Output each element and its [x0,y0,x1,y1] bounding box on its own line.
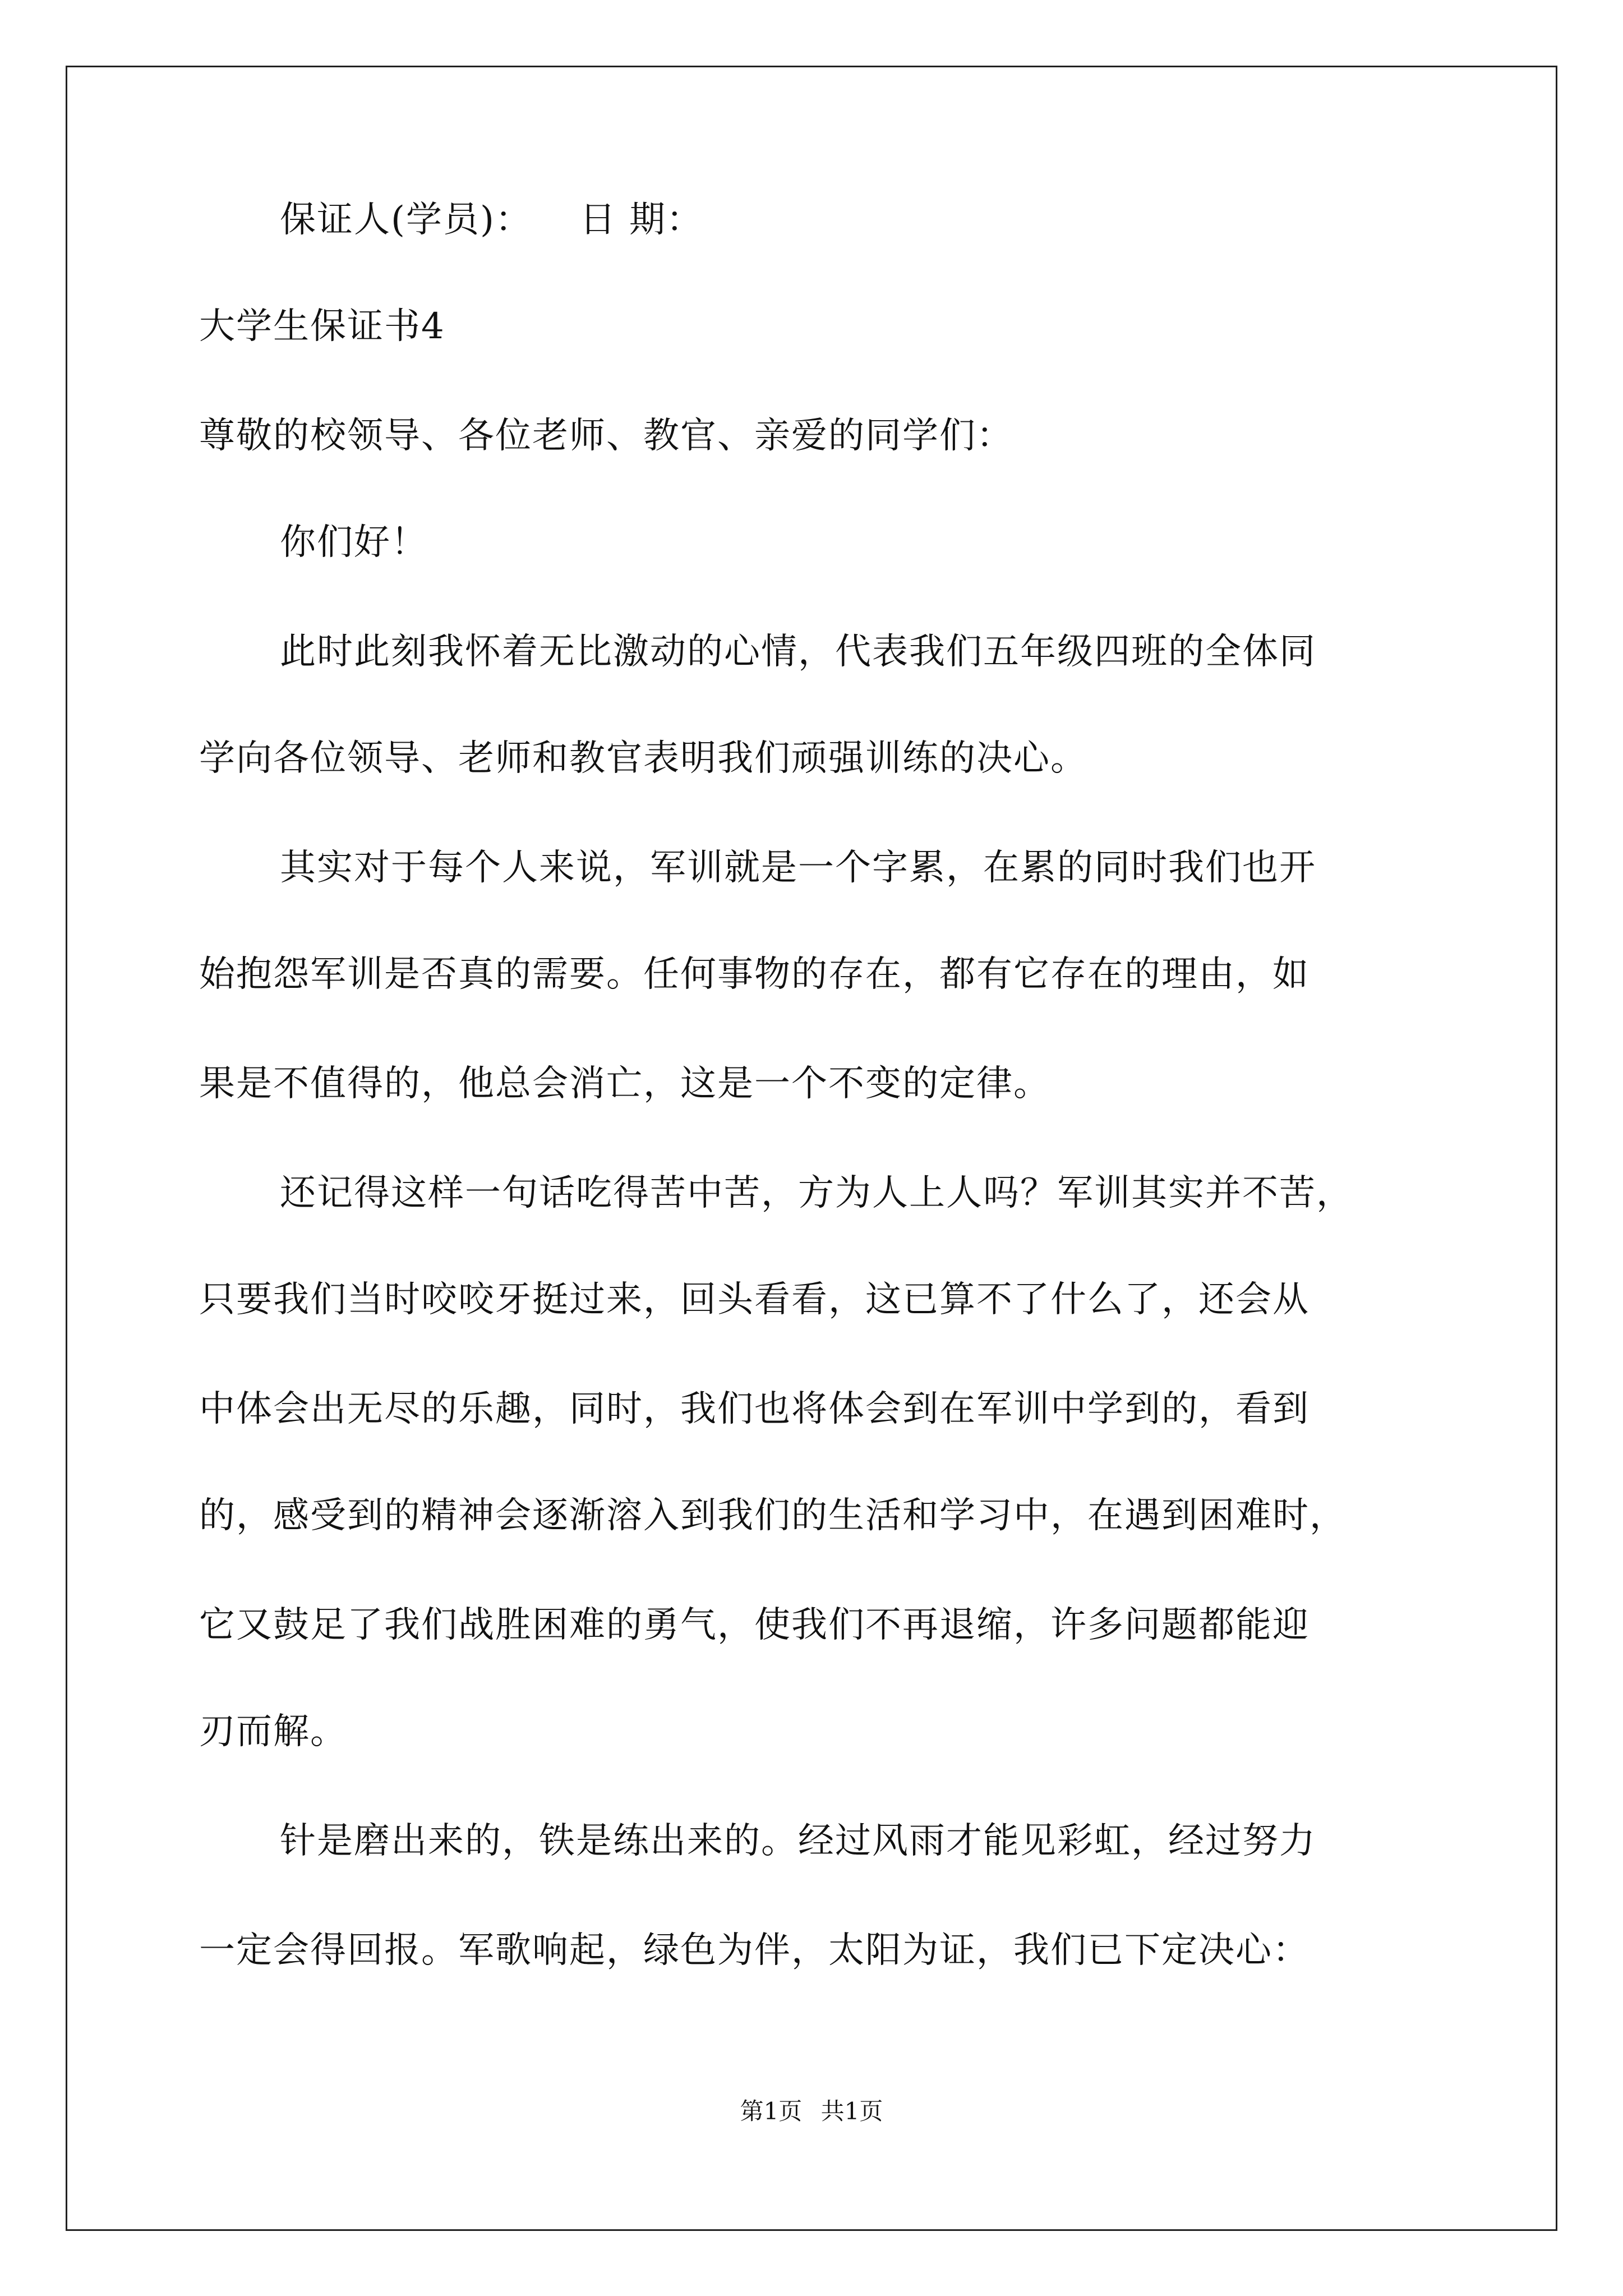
paragraph-line: 的，感受到的精神会逐渐溶入到我们的生活和学习中，在遇到困难时， [199,1495,1347,1536]
paragraph-line: 此时此刻我怀着无比激动的心情，代表我们五年级四班的全体同 [280,631,1316,673]
guarantor-label: 保证人(学员)： [280,199,532,241]
paragraph-line: 学向各位领导、老师和教官表明我们顽强训练的决心。 [199,738,1087,779]
paragraph-line: 其实对于每个人来说，军训就是一个字累，在累的同时我们也开 [280,847,1316,889]
page-number-current: 第1页 [740,2097,803,2125]
salutation: 尊敬的校领导、各位老师、教官、亲爱的同学们： [199,415,1013,457]
page-footer [0,2098,1623,2125]
paragraph-line: 针是磨出来的，铁是练出来的。经过风雨才能见彩虹，经过努力 [280,1820,1316,1862]
paragraph-line: 始抱怨军训是否真的需要。任何事物的存在，都有它存在的理由，如 [199,954,1310,995]
greeting: 你们好！ [280,522,428,563]
signature-line [199,199,703,241]
paragraph-line: 它又鼓足了我们战胜困难的勇气，使我们不再退缩，许多问题都能迎 [199,1604,1310,1646]
document-title: 大学生保证书4 [199,306,445,347]
page-number-total: 共1页 [820,2097,883,2125]
paragraph-line: 一定会得回报。军歌响起，绿色为伴，太阳为证，我们已下定决心： [199,1930,1310,1971]
paragraph-line: 果是不值得的，他总会消亡，这是一个不变的定律。 [199,1063,1050,1105]
paragraph-line: 中体会出无尽的乐趣，同时，我们也将体会到在军训中学到的，看到 [199,1388,1310,1430]
paragraph-line: 还记得这样一句话吃得苦中苦，方为人上人吗？军训其实并不苦， [280,1172,1353,1214]
page-border [66,66,1557,2231]
paragraph-line: 只要我们当时咬咬牙挺过来，回头看看，这已算不了什么了，还会从 [199,1279,1310,1320]
paragraph-line: 刃而解。 [199,1711,347,1752]
date-label: 日 期： [579,199,703,241]
